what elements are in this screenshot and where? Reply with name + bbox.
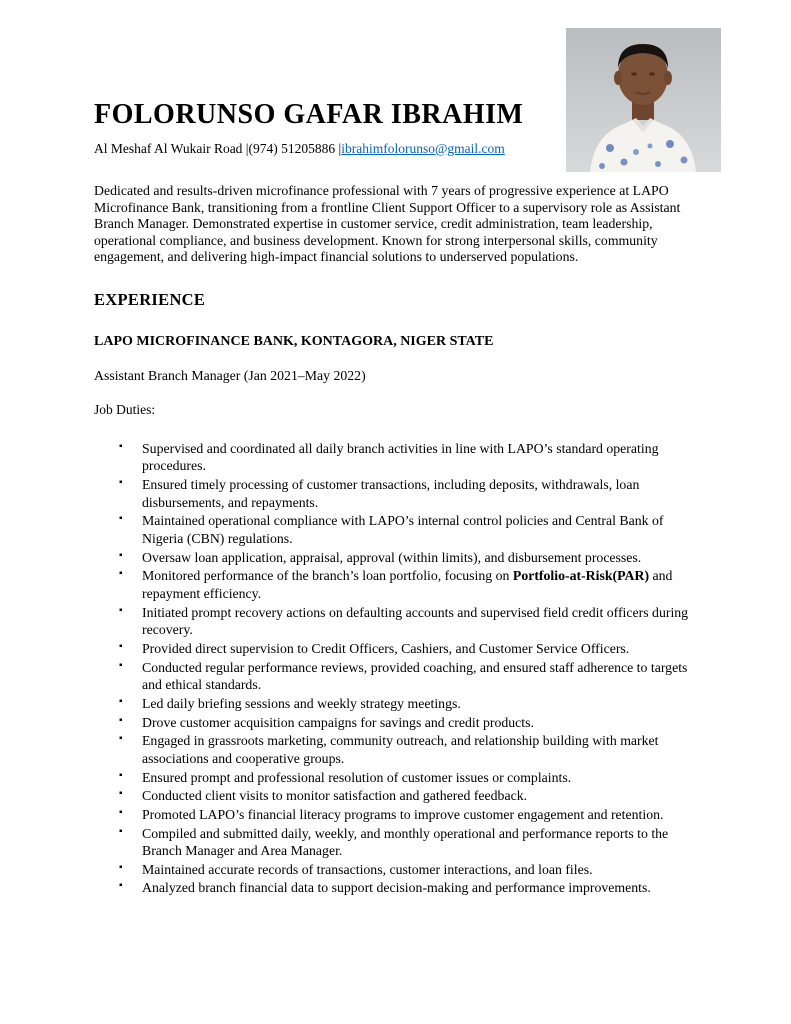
duty-item: ▪ Promoted LAPO’s financial literacy programs to improve customer engagement and retention.	[142, 806, 702, 824]
duty-item: ▪ Ensured prompt and professional resolution of customer issues or complaints.	[142, 769, 702, 787]
page-title: FOLORUNSO GAFAR IBRAHIM	[94, 99, 524, 130]
duty-item: ▪ Drove customer acquisition campaigns for savings and credit products.	[142, 714, 702, 732]
duty-text-bold: Portfolio-at-Risk(PAR)	[512, 568, 650, 584]
duty-item: ▪ Analyzed branch financial data to support decision-making and performance improvements.	[142, 879, 702, 897]
email-link[interactable]: ibrahimfolorunso@gmail.com	[341, 140, 505, 156]
duty-text: and repayment efficiency.	[142, 568, 673, 601]
duty-item: ▪ Led daily briefing sessions and weekly strategy meetings.	[142, 695, 702, 713]
contact-address-phone: Al Meshaf Al Wukair Road |(974) 51205886 |	[94, 140, 342, 156]
duty-item: ▪ Compiled and submitted daily, weekly, and monthly operational and performance reports to the Branch Manager and Area Manager.	[142, 825, 702, 860]
duty-item: ▪ Ensured timely processing of customer transactions, including deposits, withdrawals, loan disbursements, and repayments.	[142, 476, 702, 511]
company-line: LAPO MICROFINANCE BANK, KONTAGORA, NIGER STATE	[94, 333, 494, 349]
role-line: Assistant Branch Manager (Jan 2021–May 2022)	[94, 367, 366, 383]
duty-item: ▪ Supervised and coordinated all daily branch activities in line with LAPO’s standard operating procedures.	[142, 440, 702, 475]
duty-item: ▪ Engaged in grassroots marketing, community outreach, and relationship building with market associations and cooperative groups.	[142, 732, 702, 767]
section-heading-experience: EXPERIENCE	[94, 289, 206, 309]
summary-paragraph: Dedicated and results-driven microfinance professional with 7 years of progressive experience at LAPO Microfinance Bank, transitioning from a frontline Client Support Officer to a supervisory role as Assistant Branch Manager. Demonstrated expertise in customer service, credit administration, team leadership, operational compliance, and business development. Known for strong interpersonal skills, community engagement, and delivering high-impact financial solutions to underserved populations.	[94, 182, 681, 265]
duty-item: ▪ Conducted regular performance reviews, provided coaching, and ensured staff adherence to targets and ethical standards.	[142, 659, 702, 694]
duty-item: ▪ Conducted client visits to monitor satisfaction and gathered feedback.	[142, 787, 702, 805]
duty-item: ▪ Initiated prompt recovery actions on defaulting accounts and supervised field credit officers during recovery.	[142, 604, 702, 639]
duty-item	[142, 567, 702, 602]
profile-photo	[566, 28, 721, 172]
duty-text: Monitored performance of the branch’s loan portfolio, focusing on	[142, 568, 513, 584]
duty-item: ▪ Maintained operational compliance with LAPO’s internal control policies and Central Bank of Nigeria (CBN) regulations.	[142, 512, 702, 547]
duty-item: ▪ Provided direct supervision to Credit Officers, Cashiers, and Customer Service Officers.	[142, 640, 702, 658]
duty-item: ▪ Maintained accurate records of transactions, customer interactions, and loan files.	[142, 861, 702, 879]
duty-item: ▪ Oversaw loan application, appraisal, approval (within limits), and disbursement processes.	[142, 549, 702, 567]
job-duties-label: Job Duties:	[94, 401, 156, 417]
job-duties-list	[94, 440, 702, 897]
profile-photo-image	[566, 28, 721, 172]
